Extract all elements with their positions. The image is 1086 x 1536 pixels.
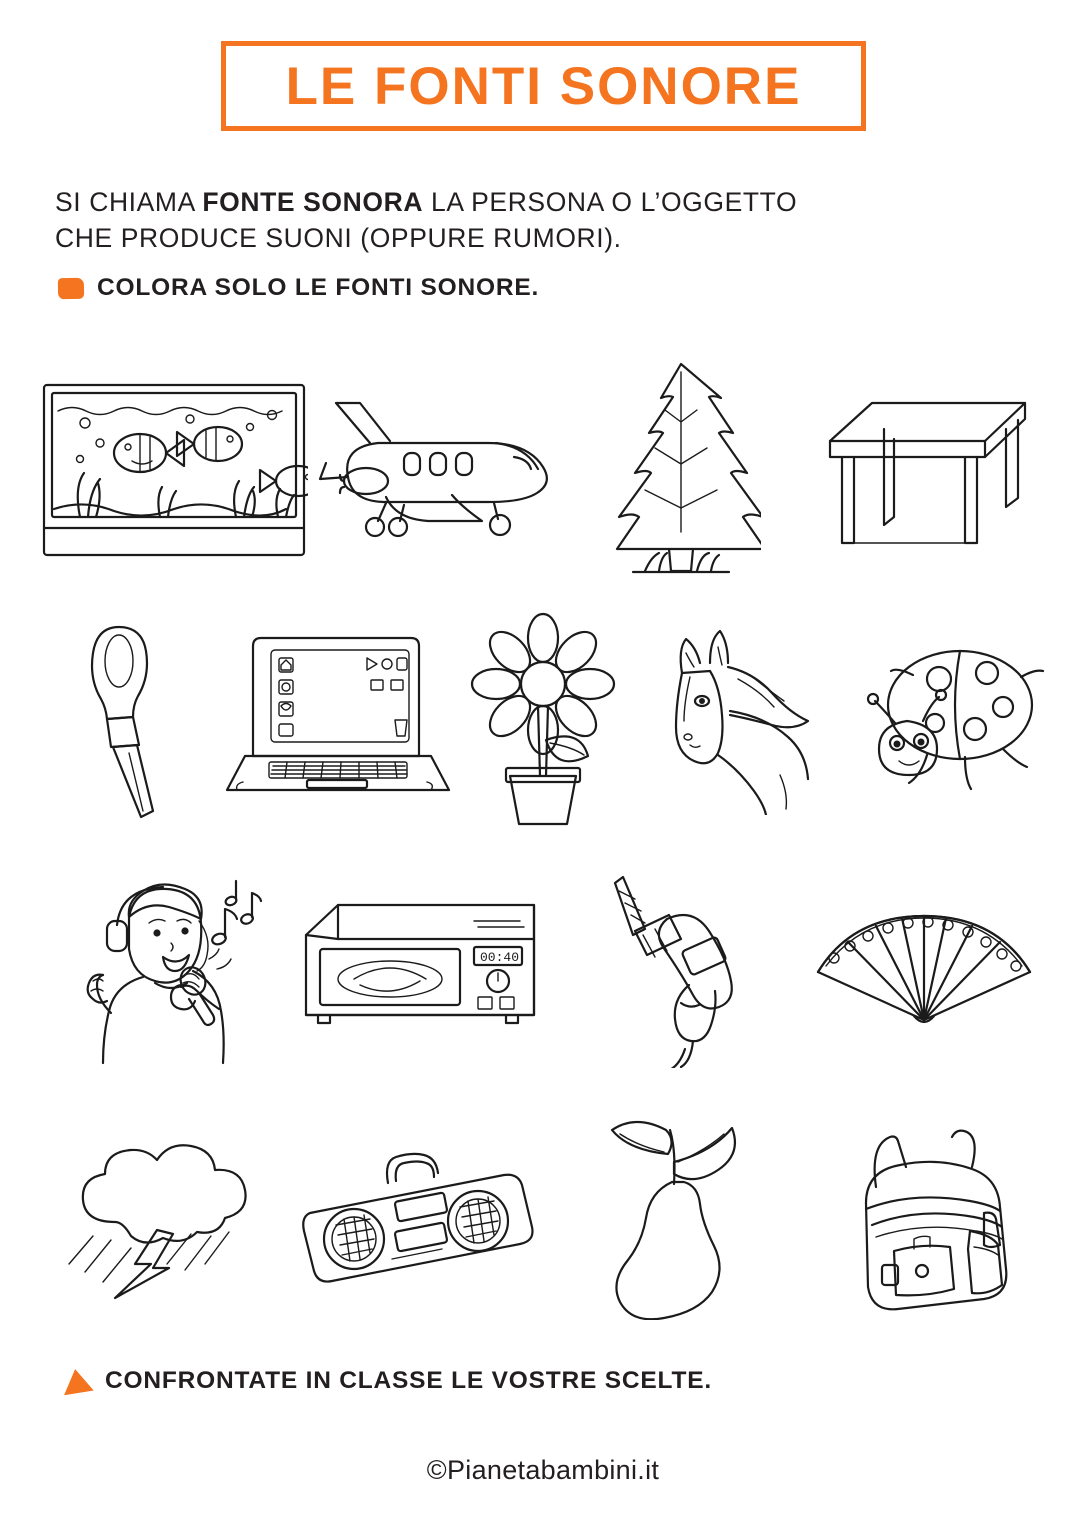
intro-line1-suffix: LA PERSONA O L’OGGETTO: [423, 187, 798, 217]
storm-cloud-drawing[interactable]: [40, 1100, 292, 1340]
footer-credit: ©Pianetabambini.it: [426, 1455, 660, 1485]
boombox-drawing[interactable]: [292, 1100, 547, 1340]
intro-line2: CHE PRODUCE SUONI (OPPURE RUMORI).: [55, 222, 622, 253]
grid-row: [40, 845, 1050, 1095]
grid-row: [40, 595, 1050, 845]
backpack-drawing[interactable]: [798, 1100, 1050, 1340]
singing-person-drawing[interactable]: [40, 850, 293, 1090]
grid-row: [40, 1095, 1050, 1345]
ladybug-drawing[interactable]: [835, 600, 1050, 840]
aquarium-drawing[interactable]: [40, 350, 308, 590]
page-title-box: [221, 41, 866, 131]
intro-line1-prefix: SI CHIAMA: [55, 187, 203, 217]
hand-fan-drawing[interactable]: [798, 850, 1051, 1090]
screwdriver-drawing[interactable]: [40, 600, 215, 840]
triangle-bullet-icon: [60, 1367, 93, 1395]
instruction-one: [58, 274, 539, 302]
pear-drawing[interactable]: [547, 1100, 799, 1340]
intro-line1-bold: FONTE SONORA: [202, 187, 424, 217]
page-title: LE FONTI SONORE: [285, 56, 802, 116]
table-drawing[interactable]: [804, 350, 1050, 590]
instruction-two-label: CONFRONTATE IN CLASSE LE VOSTRE SCELTE.: [105, 1367, 712, 1394]
pine-tree-drawing[interactable]: [558, 350, 804, 590]
microwave-drawing[interactable]: [293, 850, 546, 1090]
grid-row: [40, 345, 1050, 595]
flower-pot-drawing[interactable]: [455, 600, 630, 840]
intro-paragraph: [55, 185, 855, 257]
drill-drawing[interactable]: [545, 850, 798, 1090]
airplane-drawing[interactable]: [308, 350, 558, 590]
microwave-display: 00:40: [479, 949, 519, 965]
laptop-drawing[interactable]: [215, 600, 455, 840]
instruction-one-label: COLORA SOLO LE FONTI SONORE.: [97, 274, 540, 301]
instruction-two: [62, 1367, 712, 1395]
illustrations-grid: [40, 345, 1050, 1345]
horse-drawing[interactable]: [630, 600, 835, 840]
square-bullet-icon: [58, 277, 84, 298]
